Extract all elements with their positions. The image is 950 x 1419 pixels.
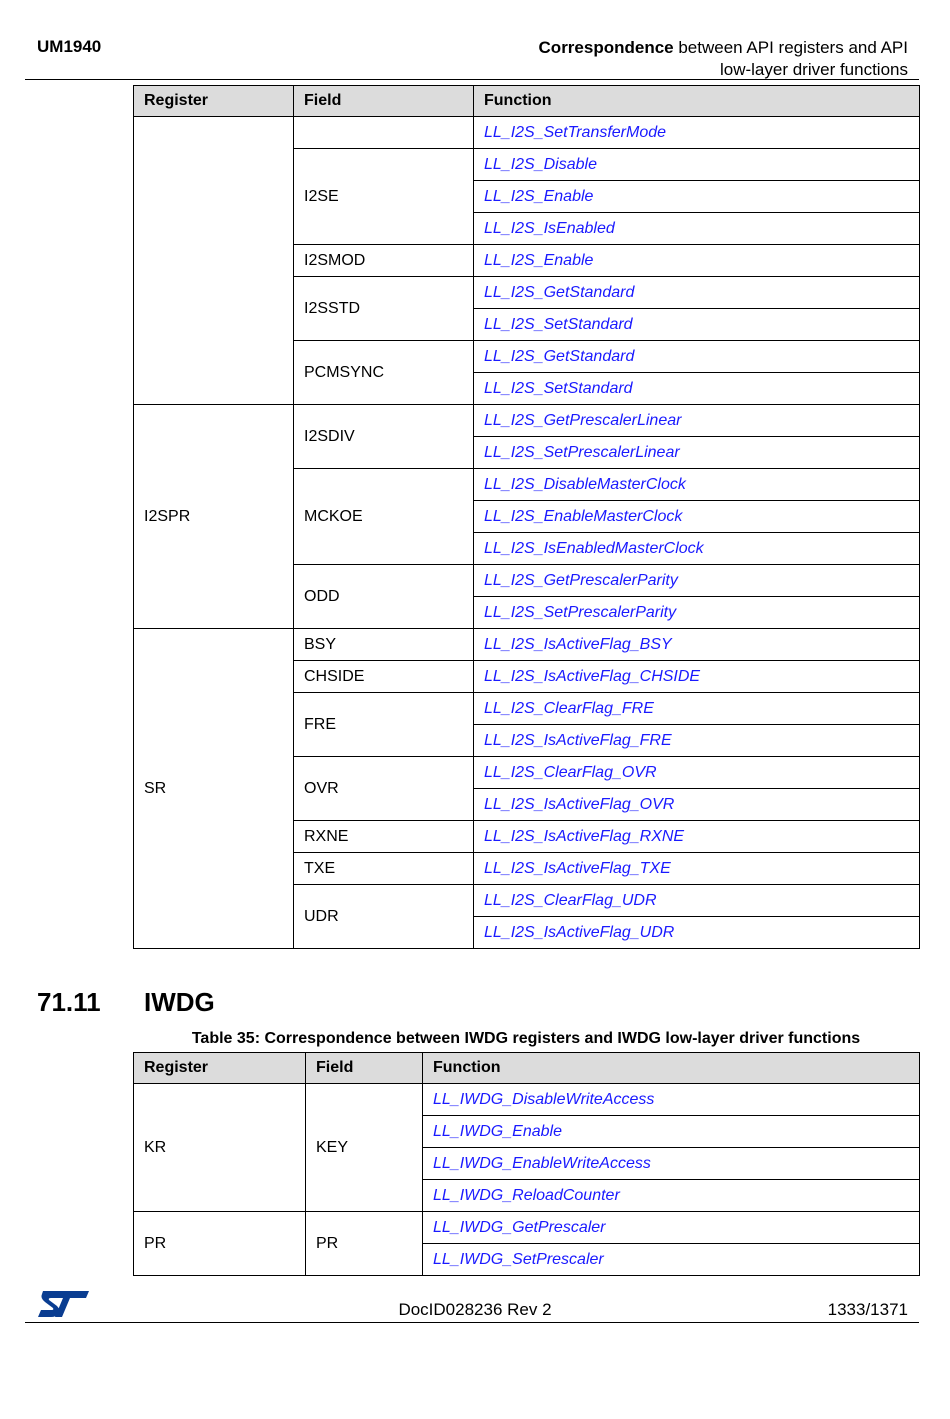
footer-doc-reference: DocID028236 Rev 2 <box>398 1300 552 1319</box>
table-header-row <box>134 1053 920 1084</box>
function-link[interactable]: LL_I2S_GetPrescalerLinear <box>474 405 920 437</box>
register-cell: PR <box>134 1212 306 1276</box>
field-cell: I2SDIV <box>294 405 474 469</box>
function-link[interactable]: LL_I2S_IsActiveFlag_RXNE <box>474 821 920 853</box>
field-cell: PCMSYNC <box>294 341 474 405</box>
register-cell: I2SPR <box>134 405 294 629</box>
function-link[interactable]: LL_I2S_GetPrescalerParity <box>474 565 920 597</box>
table-row <box>134 1084 920 1116</box>
section-title: IWDG <box>144 987 215 1017</box>
function-link[interactable]: LL_I2S_IsActiveFlag_BSY <box>474 629 920 661</box>
register-cell: KR <box>134 1084 306 1212</box>
table-caption: Table 35: Correspondence between IWDG registers and IWDG low-layer driver functions <box>191 1030 861 1047</box>
function-link[interactable]: LL_I2S_IsActiveFlag_OVR <box>474 789 920 821</box>
register-cell-empty <box>134 117 294 405</box>
iwdg-register-table <box>133 1052 920 1276</box>
field-cell: RXNE <box>294 821 474 853</box>
function-link[interactable]: LL_IWDG_EnableWriteAccess <box>423 1148 920 1180</box>
section-number: 71.11 <box>37 987 101 1017</box>
function-link[interactable]: LL_I2S_Disable <box>474 149 920 181</box>
field-cell: MCKOE <box>294 469 474 565</box>
field-cell: TXE <box>294 853 474 885</box>
i2s-register-table <box>133 85 920 949</box>
function-link[interactable]: LL_I2S_SetTransferMode <box>474 117 920 149</box>
header-title-bold: Correspondence <box>538 38 674 57</box>
field-cell: KEY <box>306 1084 423 1212</box>
field-cell-empty <box>294 117 474 149</box>
table-header-row <box>134 86 920 117</box>
header-title-line2: low-layer driver functions <box>719 60 908 79</box>
function-link[interactable]: LL_I2S_EnableMasterClock <box>474 501 920 533</box>
field-cell: PR <box>306 1212 423 1276</box>
field-cell: OVR <box>294 757 474 821</box>
column-header-field: Field <box>294 86 474 117</box>
section-heading <box>37 987 215 1018</box>
column-header-function: Function <box>474 86 920 117</box>
function-link[interactable]: LL_IWDG_DisableWriteAccess <box>423 1084 920 1116</box>
document-id: UM1940 <box>37 37 102 56</box>
function-link[interactable]: LL_I2S_SetStandard <box>474 373 920 405</box>
column-header-register: Register <box>134 86 294 117</box>
field-cell: I2SSTD <box>294 277 474 341</box>
function-link[interactable]: LL_I2S_IsActiveFlag_TXE <box>474 853 920 885</box>
function-link[interactable]: LL_IWDG_Enable <box>423 1116 920 1148</box>
function-link[interactable]: LL_I2S_IsEnabledMasterClock <box>474 533 920 565</box>
table-row <box>134 1212 920 1244</box>
function-link[interactable]: LL_I2S_GetStandard <box>474 277 920 309</box>
function-link[interactable]: LL_I2S_DisableMasterClock <box>474 469 920 501</box>
header-title-rest: between API registers and API <box>673 38 908 57</box>
table-row <box>134 629 920 661</box>
function-link[interactable]: LL_I2S_Enable <box>474 245 920 277</box>
footer-page-number: 1333/1371 <box>827 1300 908 1319</box>
function-link[interactable]: LL_I2S_IsActiveFlag_UDR <box>474 917 920 949</box>
register-cell: SR <box>134 629 294 949</box>
table-row <box>134 405 920 437</box>
function-link[interactable]: LL_I2S_GetStandard <box>474 341 920 373</box>
field-cell: CHSIDE <box>294 661 474 693</box>
function-link[interactable]: LL_I2S_ClearFlag_OVR <box>474 757 920 789</box>
column-header-function: Function <box>423 1053 920 1084</box>
function-link[interactable]: LL_I2S_IsActiveFlag_FRE <box>474 725 920 757</box>
table-row <box>134 117 920 149</box>
field-cell: I2SE <box>294 149 474 245</box>
header-rule <box>25 79 919 80</box>
function-link[interactable]: LL_I2S_ClearFlag_FRE <box>474 693 920 725</box>
function-link[interactable]: LL_I2S_SetPrescalerParity <box>474 597 920 629</box>
function-link[interactable]: LL_I2S_ClearFlag_UDR <box>474 885 920 917</box>
function-link[interactable]: LL_I2S_Enable <box>474 181 920 213</box>
field-cell: ODD <box>294 565 474 629</box>
function-link[interactable]: LL_IWDG_ReloadCounter <box>423 1180 920 1212</box>
column-header-field: Field <box>306 1053 423 1084</box>
field-cell: UDR <box>294 885 474 949</box>
function-link[interactable]: LL_I2S_IsActiveFlag_CHSIDE <box>474 661 920 693</box>
function-link[interactable]: LL_I2S_IsEnabled <box>474 213 920 245</box>
function-link[interactable]: LL_I2S_SetStandard <box>474 309 920 341</box>
field-cell: FRE <box>294 693 474 757</box>
footer-rule <box>25 1322 919 1323</box>
running-header-title <box>539 37 908 81</box>
function-link[interactable]: LL_IWDG_SetPrescaler <box>423 1244 920 1276</box>
field-cell: BSY <box>294 629 474 661</box>
function-link[interactable]: LL_IWDG_GetPrescaler <box>423 1212 920 1244</box>
column-header-register: Register <box>134 1053 306 1084</box>
field-cell: I2SMOD <box>294 245 474 277</box>
function-link[interactable]: LL_I2S_SetPrescalerLinear <box>474 437 920 469</box>
